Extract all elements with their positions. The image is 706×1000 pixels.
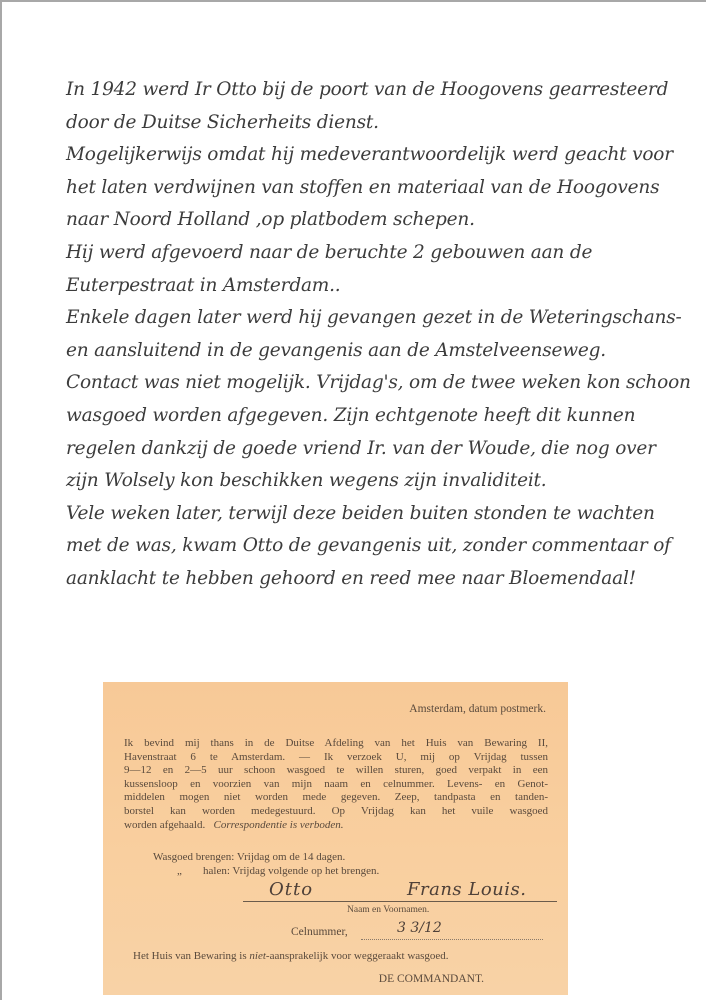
story-line: regelen dankzij de goede vriend Ir. van der Woude, die nog over bbox=[66, 437, 656, 459]
commandant-signoff: DE COMMANDANT. bbox=[378, 973, 484, 985]
card-schedule-fetch-row bbox=[177, 865, 379, 877]
card-instruction-text: worden afgehaald. bbox=[124, 818, 206, 831]
card-instruction-line: 9—12 en 2—5 uur schoon wasgoed te willen sturen, goed verpakt in een bbox=[124, 764, 548, 777]
card-schedule-bring: Wasgoed brengen: Vrijdag om de 14 dagen. bbox=[153, 851, 346, 863]
cell-number-value: 3 3/12 bbox=[397, 920, 442, 936]
liability-disclaimer bbox=[133, 950, 449, 962]
story-line: door de Duitse Sicherheits dienst. bbox=[66, 111, 379, 133]
cell-number-line bbox=[361, 939, 543, 940]
disclaimer-emphasis: niet bbox=[249, 950, 266, 962]
story-line: Mogelijkerwijs omdat hij medeverantwoordelijk werd geacht voor bbox=[66, 144, 673, 166]
story-line: Euterpestraat in Amsterdam.. bbox=[66, 274, 341, 296]
disclaimer-text: Het Huis van Bewaring is bbox=[133, 950, 250, 962]
card-instruction-last-line bbox=[124, 819, 548, 833]
story-line: zijn Wolsely kon beschikken wegens zijn invaliditeit. bbox=[66, 470, 547, 492]
handwritten-story bbox=[66, 74, 691, 596]
story-line: naar Noord Holland ,op platbodem schepen. bbox=[66, 209, 475, 231]
story-line: Contact was niet mogelijk. Vrijdag's, om de twee weken kon schoon bbox=[66, 372, 691, 394]
cell-number-label: Celnummer, bbox=[291, 926, 348, 938]
ditto-mark: „ bbox=[177, 865, 182, 877]
card-instruction-line: Ik bevind mij thans in de Duitse Afdeling van het Huis van Bewaring II, bbox=[124, 737, 548, 749]
card-schedule-fetch: halen: Vrijdag volgende op het brengen. bbox=[203, 865, 380, 877]
card-instruction-line: middelen mogen niet worden mede gegeven. Zeep, tandpasta en tanden- bbox=[124, 791, 548, 804]
story-line: wasgoed worden afgegeven. Zijn echtgenote heeft dit kunnen bbox=[66, 404, 636, 426]
signature-line bbox=[243, 901, 557, 902]
prison-laundry-card bbox=[103, 682, 568, 995]
card-instruction-line: borstel kan worden medegestuurd. Op Vrijdag kan het vuile wasgoed bbox=[124, 804, 548, 817]
card-instruction-line: kussensloop en voorzien van mijn naam en celnummer. Levens- en Genot- bbox=[124, 777, 548, 790]
story-line: Enkele dagen later werd hij gevangen gezet in de Weteringschans- bbox=[66, 307, 682, 329]
story-line: Hij werd afgevoerd naar de beruchte 2 gebouwen aan de bbox=[66, 241, 593, 263]
story-line: en aansluitend in de gevangenis aan de Amstelveenseweg. bbox=[66, 339, 606, 361]
card-instructions bbox=[124, 737, 548, 832]
story-line: In 1942 werd Ir Otto bij de poort van de Hoogovens gearresteerd bbox=[66, 79, 669, 100]
story-line: het laten verdwijnen van stoffen en materiaal van de Hoogovens bbox=[66, 176, 660, 198]
story-line: met de was, kwam Otto de gevangenis uit, zonder commentaar of bbox=[66, 535, 671, 557]
card-correspondence-notice: Correspondentie is verboden. bbox=[213, 818, 344, 831]
signature-other-names: Frans Louis. bbox=[407, 879, 527, 900]
signature-first-name: Otto bbox=[269, 879, 314, 900]
story-line: aanklacht te hebben gehoord en reed mee naar Bloemendaal! bbox=[66, 567, 636, 589]
name-caption: Naam en Voornamen. bbox=[347, 905, 430, 915]
story-line: Vele weken later, terwijl deze beiden buiten stonden te wachten bbox=[66, 502, 655, 524]
disclaimer-text: -aansprakelijk voor weggeraakt wasgoed. bbox=[265, 950, 449, 962]
card-instruction-line: Havenstraat 6 te Amsterdam. — Ik verzoek U, mij op Vrijdag tussen bbox=[124, 750, 548, 763]
card-place-date: Amsterdam, datum postmerk. bbox=[409, 703, 546, 715]
